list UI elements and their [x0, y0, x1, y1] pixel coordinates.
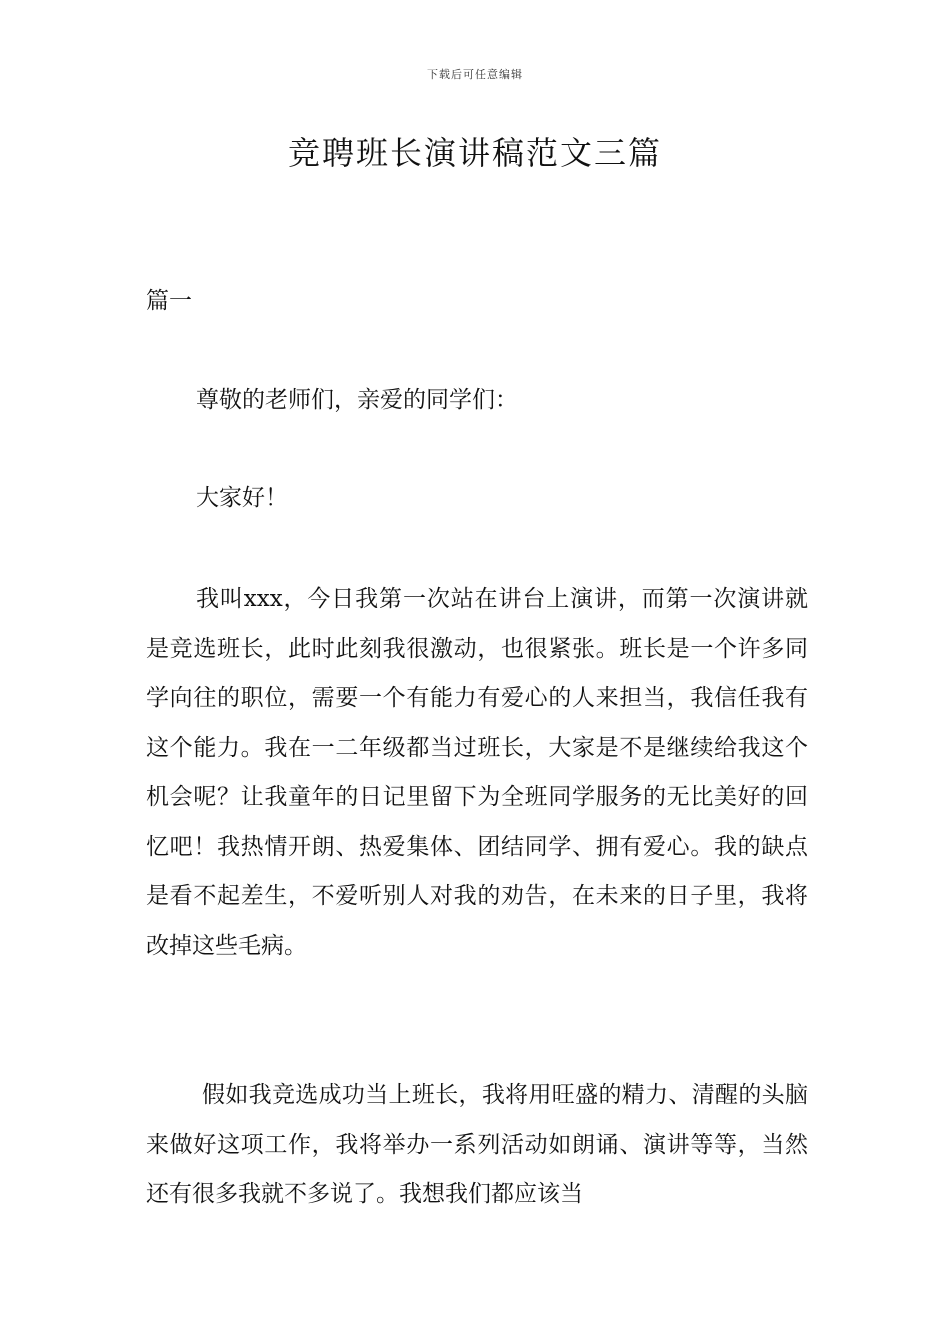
intro-paragraph: 我叫xxx，今日我第一次站在讲台上演讲，而第一次演讲就是竞选班长，此时此刻我很激动，也很紧张。班长是一个许多同学向往的职位，需要一个有能力有爱心的人来担当，我信任我有这个能力。我在一二年级都当过班长，大家是不是继续给我这个机会呢？让我童年的日记里留下为全班同学服务的无比美好的回忆吧！我热情开朗、热爱集体、团结同学、拥有爱心。我的缺点是看不起差生，不爱听别人对我的劝告，在未来的日子里，我将改掉这些毛病。	[146, 586, 808, 959]
plan-paragraph: 假如我竞选成功当上班长，我将用旺盛的精力、清醒的头脑来做好这项工作，我将举办一系列活动如朗诵、演讲等等，当然还有很多我就不多说了。我想我们都应该当	[146, 1082, 808, 1207]
hello-paragraph: 大家好！	[196, 485, 288, 511]
greeting-paragraph: 尊敬的老师们，亲爱的同学们：	[196, 387, 518, 413]
section-label: 篇一	[146, 288, 192, 314]
document-title: 竞聘班长演讲稿范文三篇	[287, 134, 662, 172]
header-note: 下载后可任意编辑	[427, 68, 523, 81]
